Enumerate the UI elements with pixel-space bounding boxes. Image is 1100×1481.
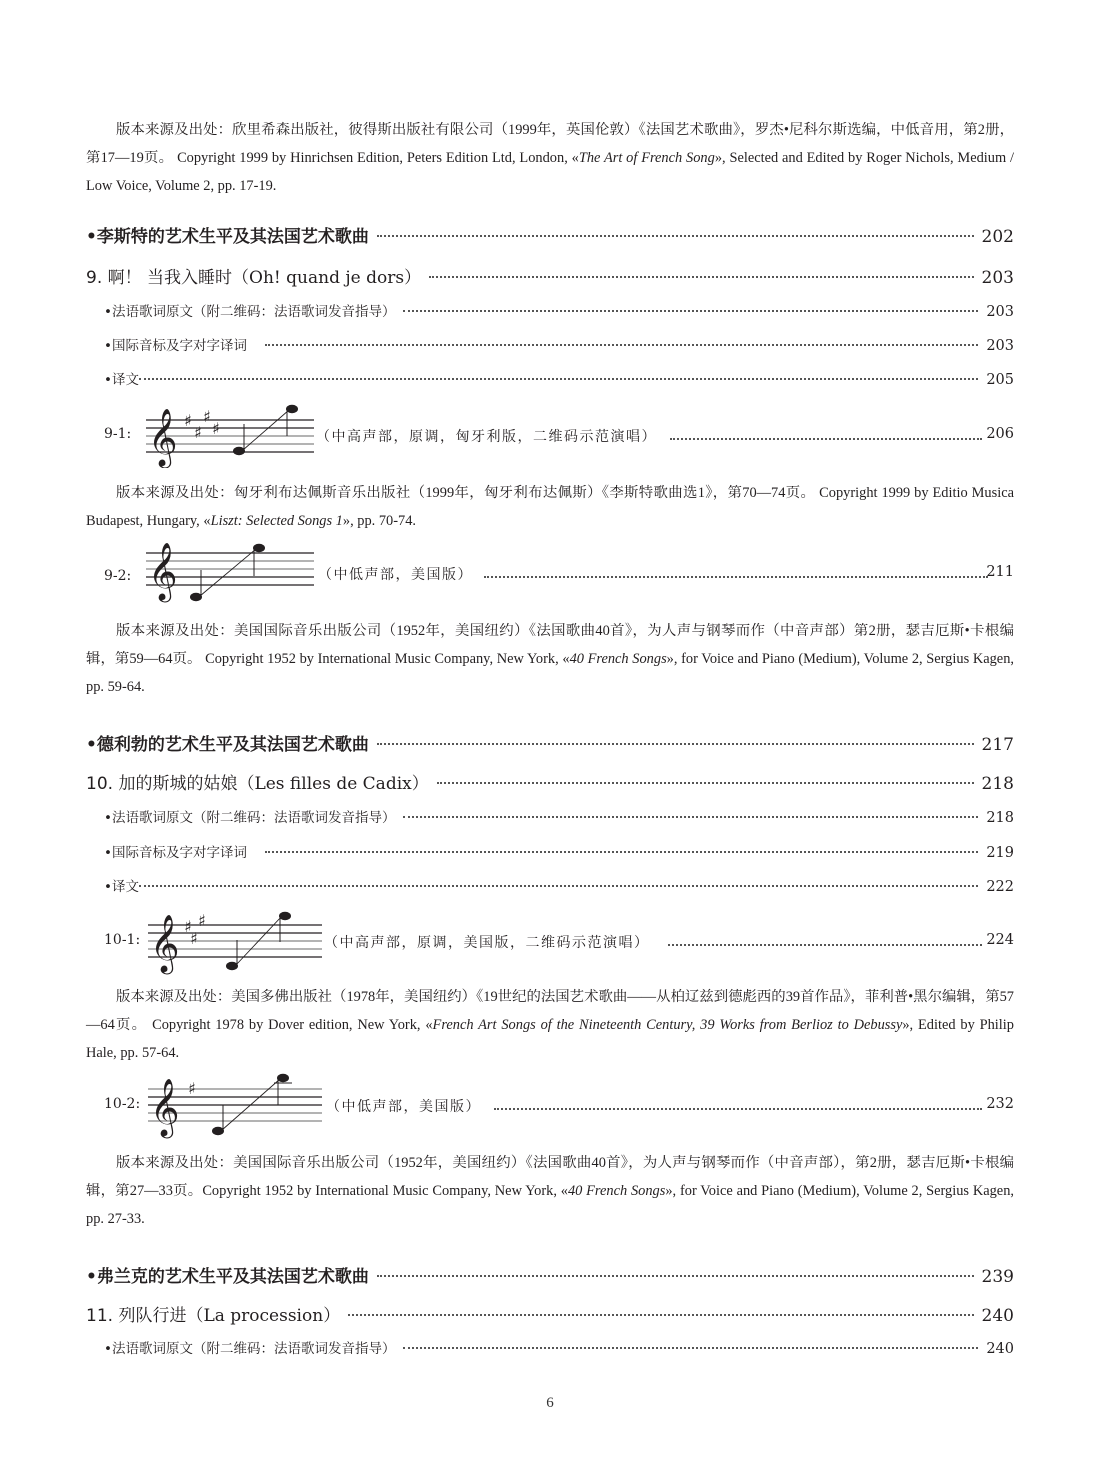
dot-leader	[403, 1340, 978, 1354]
source-book-title: The Art of French Song	[578, 150, 715, 166]
toc-entry-version-9-2[interactable]	[100, 540, 1014, 616]
source-note-zh: 版本来源及出处：美国多佛出版社（1978年，美国纽约）《19世纪的法国艺术歌曲——从柏辽兹到德彪西的39首作品》，菲利普•黑尔编辑，第57—64页。 Copyright 1978 by Dover edition, New York, «	[86, 989, 1014, 1033]
treble-clef-icon: 𝄞	[148, 542, 178, 600]
version-number: 9-1:	[104, 426, 132, 442]
bullet: •	[104, 338, 112, 354]
dot-leader	[139, 371, 978, 385]
high-note	[253, 544, 265, 552]
vocal-range-staff	[146, 904, 326, 976]
treble-clef-icon: 𝄞	[148, 408, 178, 466]
version-number: 10-1:	[104, 932, 141, 948]
entry-page: 218	[986, 810, 1014, 826]
sharp-icon: ♯	[194, 423, 202, 442]
entry-page: 224	[986, 932, 1014, 948]
sharp-icon: ♯	[184, 411, 192, 430]
entry-label: 国际音标及字对字译词	[111, 338, 247, 354]
entry-label: 弗兰克的艺术生平及其法国艺术歌曲	[96, 1267, 369, 1287]
entry-label: 译文	[111, 879, 139, 895]
dot-leader	[265, 844, 978, 858]
source-note	[86, 479, 1014, 535]
entry-label: 译文	[111, 372, 139, 388]
source-book-title: Liszt: Selected Songs 1	[210, 513, 343, 529]
low-note	[190, 593, 202, 601]
source-book-title: French Art Songs of the Nineteenth Century, 39 Works from Berlioz to Debussy	[432, 1017, 903, 1033]
source-book-title: 40 French Songs	[569, 651, 667, 667]
entry-page: 232	[986, 1096, 1014, 1112]
dot-leader	[377, 733, 974, 750]
dot-leader	[484, 574, 988, 578]
entry-label: 法语歌词原文（附二维码：法语歌词发音指导）	[111, 304, 396, 320]
low-note	[233, 447, 245, 455]
source-note	[86, 116, 1014, 200]
toc-entry-song-11[interactable]	[86, 1301, 1014, 1326]
bullet: •	[104, 304, 112, 320]
high-note	[279, 912, 291, 920]
toc-subentry[interactable]	[104, 334, 1014, 354]
entry-label: 国际音标及字对字译词	[111, 845, 247, 861]
sharp-icon: ♯	[188, 1079, 196, 1098]
dot-leader	[377, 1265, 974, 1282]
high-note	[277, 1074, 289, 1082]
toc-entry-composer-liszt[interactable]	[86, 222, 1014, 247]
bullet: •	[104, 845, 112, 861]
source-note-zh: 版本来源及出处：美国国际音乐出版公司（1952年，美国纽约）《法国歌曲40首》，为人声与钢琴而作（中音声部），第2册，瑟吉厄斯•卡根编辑，第27—33页。Copyright 1952 by International Music Company, New York, «	[86, 1155, 1014, 1199]
sharp-icon: ♯	[184, 917, 192, 936]
toc-entry-version-10-1[interactable]	[100, 904, 1014, 980]
vocal-range-staff	[146, 540, 316, 610]
version-description: （中低声部，美国版）	[326, 1099, 481, 1115]
dot-leader	[403, 303, 978, 317]
bullet: •	[104, 372, 112, 388]
entry-page: 222	[986, 879, 1014, 895]
version-description: （中高声部，原调，匈牙利版，二维码示范演唱）	[316, 429, 657, 445]
bullet: •	[86, 227, 97, 247]
dot-leader	[429, 266, 973, 283]
key-signature-sharps	[188, 1079, 196, 1098]
entry-page: 203	[981, 268, 1014, 288]
song-title-zh: 9. 啊！ 当我入睡时（	[86, 268, 250, 288]
dot-leader	[494, 1106, 982, 1110]
paren-close: ）	[404, 268, 422, 288]
vocal-range-staff	[146, 398, 316, 468]
range-line	[200, 549, 256, 596]
version-number: 9-2:	[104, 568, 132, 584]
song-title-zh: 10. 加的斯城的姑娘（	[86, 774, 255, 794]
dot-leader	[437, 772, 974, 789]
toc-subentry[interactable]	[104, 841, 1014, 861]
toc-entry-version-9-1[interactable]	[100, 398, 1014, 474]
entry-page: 219	[986, 845, 1014, 861]
low-note	[212, 1127, 224, 1135]
song-title-fr: La procession	[203, 1306, 324, 1326]
source-note-zh: 版本来源及出处：欣里希森出版社，彼得斯出版社有限公司（1999年，英国伦敦）《法国艺术歌曲》，罗杰•尼科尔斯选编，中低音用，第2册，第17—19页。 Copyright 1999 by Hinrichsen Edition, Peters Edition Ltd, London, «	[86, 122, 1014, 166]
dot-leader	[403, 809, 978, 823]
source-note-tail: », for Voice and Piano (Medium), Volume 2, Sergius Kagen, pp. 27-33.	[86, 1183, 1014, 1227]
vocal-range-staff	[146, 1070, 326, 1142]
version-number: 10-2:	[104, 1096, 141, 1112]
bullet: •	[86, 735, 97, 755]
entry-page: 217	[981, 735, 1014, 755]
source-note-tail: », pp. 70-74.	[342, 513, 417, 529]
version-description: （中高声部，原调，美国版，二维码示范演唱）	[324, 935, 650, 951]
entry-page: 205	[986, 372, 1014, 388]
bullet: •	[86, 1267, 97, 1287]
source-note	[86, 617, 1014, 701]
entry-page: 202	[981, 227, 1014, 247]
source-note-tail: », for Voice and Piano (Medium), Volume 2, Sergius Kagen, pp. 59-64.	[86, 651, 1014, 695]
source-note-zh: 版本来源及出处：美国国际音乐出版公司（1952年，美国纽约）《法国歌曲40首》，为人声与钢琴而作（中音声部）第2册，瑟吉厄斯•卡根编辑，第59—64页。 Copyright 1952 by International Music Company, New York, «	[86, 623, 1014, 667]
high-note	[286, 405, 298, 413]
toc-subentry[interactable]	[104, 875, 1014, 895]
bullet: •	[104, 810, 112, 826]
dot-leader	[668, 942, 982, 946]
entry-page: 203	[986, 338, 1014, 354]
version-description: （中低声部，美国版）	[318, 567, 473, 583]
entry-page: 211	[986, 564, 1014, 580]
toc-entry-composer-delibes[interactable]	[86, 730, 1014, 755]
sharp-icon: ♯	[198, 911, 206, 930]
low-note	[226, 962, 238, 970]
dot-leader	[348, 1304, 973, 1321]
dot-leader	[265, 337, 978, 351]
dot-leader	[377, 225, 974, 242]
entry-page: 240	[986, 1341, 1014, 1357]
dot-leader	[139, 878, 978, 892]
toc-subentry[interactable]	[104, 1337, 1014, 1357]
bullet: •	[104, 1341, 112, 1357]
toc-entry-song-9[interactable]	[86, 263, 1014, 288]
treble-clef-icon: 𝄞	[150, 914, 180, 972]
paren-close: ）	[323, 1306, 341, 1326]
song-title-fr: Les filles de Cadix	[254, 774, 412, 794]
bullet: •	[104, 879, 112, 895]
entry-page: 206	[986, 426, 1014, 442]
toc-subentry[interactable]	[104, 368, 1014, 388]
dot-leader	[670, 436, 982, 440]
sharp-icon: ♯	[203, 407, 211, 426]
entry-label: 李斯特的艺术生平及其法国艺术歌曲	[96, 227, 369, 247]
toc-entry-composer-franck[interactable]	[86, 1262, 1014, 1287]
treble-clef-icon: 𝄞	[150, 1078, 180, 1136]
source-note	[86, 1149, 1014, 1233]
sharp-icon: ♯	[190, 929, 198, 948]
entry-page: 240	[981, 1306, 1014, 1326]
sharp-icon: ♯	[212, 419, 220, 438]
toc-entry-song-10[interactable]	[86, 769, 1014, 794]
source-note-tail: », Edited by Philip Hale, pp. 57-64.	[86, 1017, 1014, 1061]
source-note-tail: », Selected and Edited by Roger Nichols, Medium / Low Voice, Volume 2, pp. 17-19.	[86, 150, 1014, 194]
source-book-title: 40 French Songs	[567, 1183, 666, 1199]
source-note-zh: 版本来源及出处：匈牙利布达佩斯音乐出版社（1999年，匈牙利布达佩斯）《李斯特歌曲选1》，第70—74页。 Copyright 1999 by Editio Musica Budapest, Hungary, «	[86, 485, 1014, 529]
source-note	[86, 983, 1014, 1067]
entry-label: 德利勃的艺术生平及其法国艺术歌曲	[96, 735, 369, 755]
paren-close: ）	[411, 774, 429, 794]
entry-page: 239	[981, 1267, 1014, 1287]
page-number: 6	[546, 1395, 554, 1411]
entry-page: 218	[981, 774, 1014, 794]
song-title-fr: Oh! quand je dors	[249, 268, 405, 288]
entry-page: 203	[986, 304, 1014, 320]
toc-subentry[interactable]	[104, 806, 1014, 826]
toc-entry-version-10-2[interactable]	[100, 1070, 1014, 1146]
song-title-zh: 11. 列队行进（	[86, 1306, 204, 1326]
key-signature-sharps	[184, 911, 206, 948]
entry-label: 法语歌词原文（附二维码：法语歌词发音指导）	[111, 810, 396, 826]
toc-subentry[interactable]	[104, 300, 1014, 320]
entry-label: 法语歌词原文（附二维码：法语歌词发音指导）	[111, 1341, 396, 1357]
